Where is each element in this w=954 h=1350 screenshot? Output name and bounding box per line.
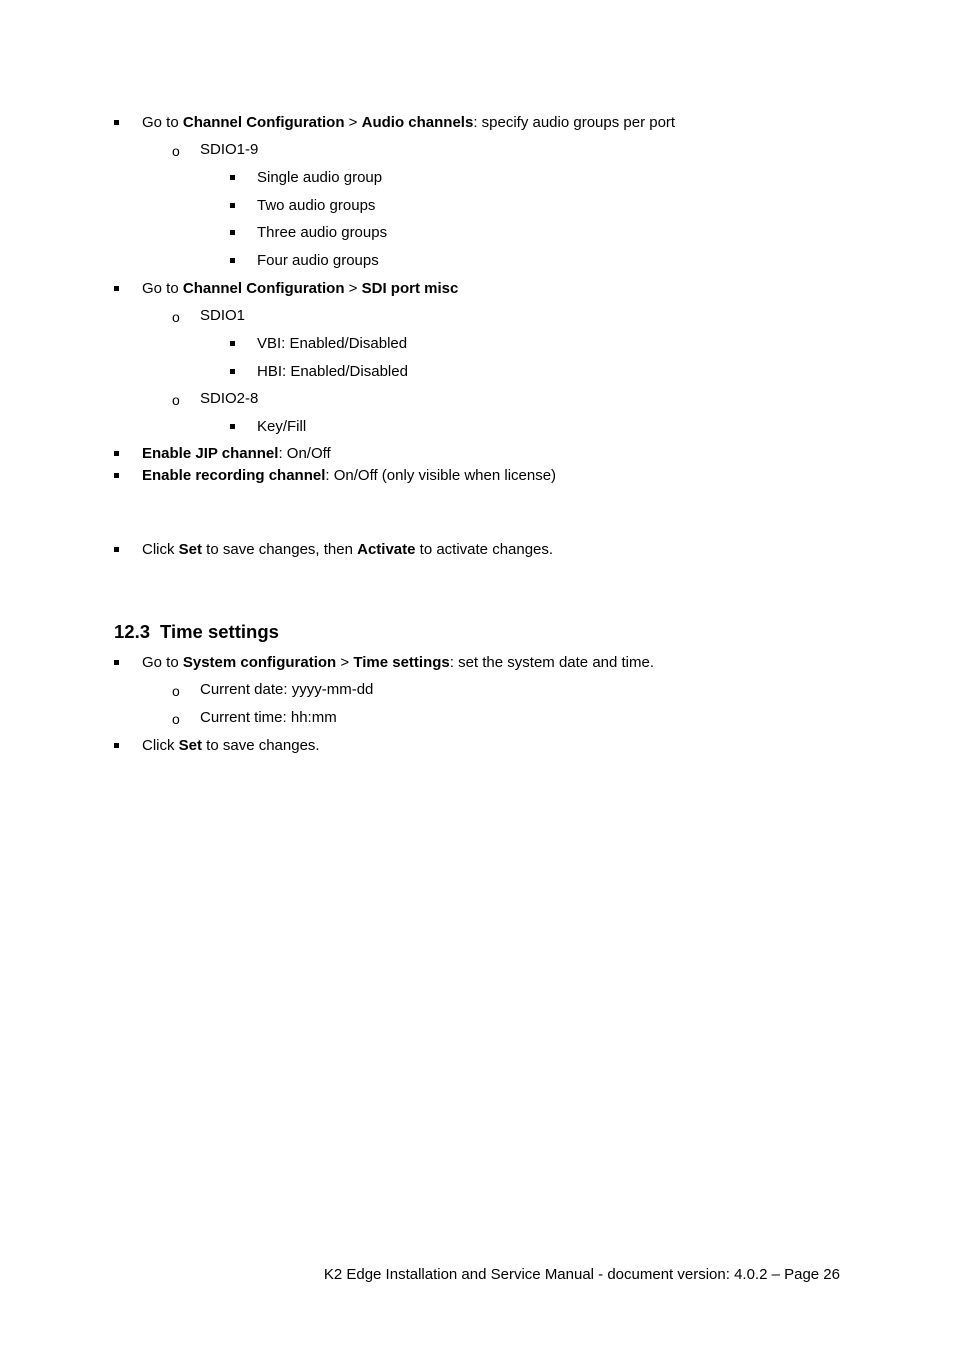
- text: : specify audio groups per port: [473, 114, 676, 131]
- text: Go to: [142, 114, 183, 131]
- menu-path: SDI port misc: [361, 280, 459, 297]
- text: to save changes.: [202, 737, 320, 754]
- instruction-sdi-port-misc: [142, 280, 458, 298]
- button-name: Set: [178, 541, 203, 558]
- section-number: 12.3: [114, 621, 151, 642]
- text: to activate changes.: [415, 541, 554, 558]
- text: >: [336, 654, 354, 671]
- menu-path: Time settings: [353, 654, 450, 671]
- text: Click: [142, 541, 179, 558]
- text: : On/Off (only visible when license): [325, 467, 557, 484]
- text: : On/Off: [278, 445, 331, 462]
- menu-path: Channel Configuration: [182, 114, 345, 131]
- text: >: [344, 280, 362, 297]
- list-item: Three audio groups: [257, 224, 388, 241]
- list-item: Single audio group: [257, 169, 383, 186]
- bullet-icon: [114, 286, 119, 291]
- sub-item: Current time: hh:mm: [200, 709, 337, 726]
- text: Go to: [142, 280, 183, 297]
- list-item: HBI: Enabled/Disabled: [257, 363, 408, 380]
- sub-item: SDIO2-8: [200, 390, 259, 407]
- bullet-icon: [114, 660, 119, 665]
- circle-bullet-icon: o: [172, 392, 180, 408]
- bullet-icon: [114, 120, 119, 125]
- section-heading: [114, 621, 279, 643]
- instruction-set: [142, 737, 320, 755]
- menu-path: System configuration: [182, 654, 337, 671]
- text: >: [344, 114, 362, 131]
- list-item: Two audio groups: [257, 197, 376, 214]
- button-name: Activate: [357, 541, 416, 558]
- page-footer: K2 Edge Installation and Service Manual - document version: 4.0.2 – Page 26: [323, 1266, 840, 1283]
- menu-path: Channel Configuration: [182, 280, 345, 297]
- sub-item: SDIO1: [200, 307, 246, 324]
- instruction-audio-channels: [142, 114, 675, 132]
- list-item: Four audio groups: [257, 252, 379, 269]
- bullet-icon: [230, 341, 235, 346]
- button-name: Set: [178, 737, 203, 754]
- bullet-icon: [114, 473, 119, 478]
- bullet-icon: [114, 743, 119, 748]
- text: Click: [142, 737, 179, 754]
- setting-name: Enable JIP channel: [142, 445, 279, 462]
- instruction-set-activate: [142, 541, 553, 559]
- bullet-icon: [114, 547, 119, 552]
- text: Go to: [142, 654, 183, 671]
- sub-item: Current date: yyyy-mm-dd: [200, 681, 374, 698]
- setting-name: Enable recording channel: [142, 467, 326, 484]
- circle-bullet-icon: o: [172, 309, 180, 325]
- list-item: Key/Fill: [257, 418, 307, 435]
- bullet-icon: [230, 175, 235, 180]
- circle-bullet-icon: o: [172, 711, 180, 727]
- bullet-icon: [230, 258, 235, 263]
- instruction-recording: [142, 467, 556, 485]
- bullet-icon: [230, 424, 235, 429]
- instruction-jip: [142, 445, 331, 463]
- circle-bullet-icon: o: [172, 143, 180, 159]
- text: : set the system date and time.: [449, 654, 655, 671]
- list-item: VBI: Enabled/Disabled: [257, 335, 408, 352]
- sub-item: SDIO1-9: [200, 141, 259, 158]
- bullet-icon: [230, 230, 235, 235]
- bullet-icon: [230, 203, 235, 208]
- menu-path: Audio channels: [361, 114, 474, 131]
- circle-bullet-icon: o: [172, 683, 180, 699]
- section-title: Time settings: [160, 621, 279, 642]
- bullet-icon: [230, 369, 235, 374]
- text: to save changes, then: [202, 541, 358, 558]
- bullet-icon: [114, 451, 119, 456]
- instruction-time-settings: [142, 654, 654, 672]
